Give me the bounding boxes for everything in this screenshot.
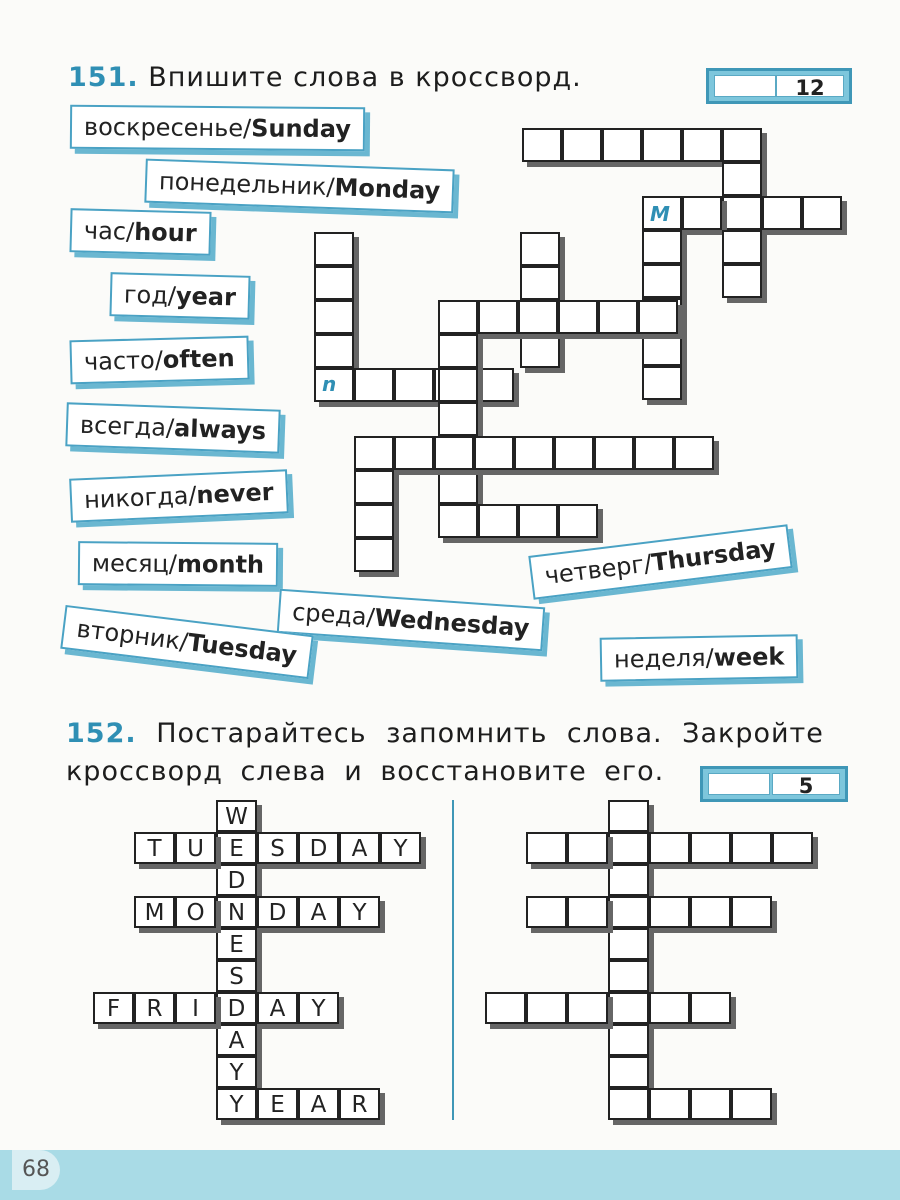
page-number: 68 [12, 1150, 60, 1190]
crossword-hint-n: n [322, 372, 337, 396]
exercise-151-number: 151. [68, 62, 139, 93]
word-card-thursday: четверг/Thursday [528, 524, 792, 599]
crossword-letter-cell[interactable]: T [134, 832, 175, 864]
crossword-letter-cell[interactable]: Y [339, 896, 380, 928]
exercise-152-score: 5 [772, 773, 840, 795]
exercise-152-number: 152. [66, 718, 137, 749]
word-card-hour: час/hour [69, 208, 211, 256]
exercise-151-score: 12 [776, 75, 844, 97]
crossword-cell[interactable] [608, 896, 649, 928]
crossword-cell[interactable] [731, 896, 772, 928]
word-card-sunday: воскресенье/Sunday [70, 105, 365, 152]
crossword-letter-cell[interactable]: O [175, 896, 216, 928]
crossword-letter-cell[interactable]: A [339, 832, 380, 864]
exercise-152-instruction-line2: кроссворд слева и восстановите его. [66, 756, 665, 787]
crossword-cell[interactable] [649, 992, 690, 1024]
crossword-cell[interactable] [485, 992, 526, 1024]
exercise-152-instruction-line1: Постарайтесь запомнить слова. Закройте [156, 718, 824, 749]
crossword-letter-cell[interactable]: I [175, 992, 216, 1024]
word-card-wednesday: среда/Wednesday [277, 589, 545, 651]
crossword-cell[interactable] [567, 832, 608, 864]
crossword-cell[interactable] [608, 800, 649, 832]
crossword-cell[interactable] [649, 1088, 690, 1120]
crossword-cell[interactable] [567, 896, 608, 928]
crossword-letter-cell[interactable]: Y [216, 1088, 257, 1120]
crossword-hint-m: M [650, 202, 670, 226]
exercise-151-instruction: Впишите слова в кроссворд. [148, 62, 582, 93]
crossword-letter-cell[interactable]: A [298, 1088, 339, 1120]
crossword-cell[interactable] [608, 1024, 649, 1056]
crossword-letter-cell[interactable]: N [216, 896, 257, 928]
crossword-cell[interactable] [608, 864, 649, 896]
crossword-letter-cell[interactable]: D [257, 896, 298, 928]
crossword-letter-cell[interactable]: D [216, 864, 257, 896]
crossword-letter-cell[interactable]: R [134, 992, 175, 1024]
crossword-cell[interactable] [608, 992, 649, 1024]
word-card-always: всегда/always [65, 402, 280, 453]
word-card-year: год/year [109, 272, 250, 320]
crossword-letter-cell[interactable]: F [93, 992, 134, 1024]
crossword-letter-cell[interactable]: A [298, 896, 339, 928]
word-card-tuesday: вторник/Tuesday [60, 605, 313, 679]
word-card-week: неделя/week [600, 634, 799, 681]
crossword-letter-cell[interactable]: S [257, 832, 298, 864]
word-card-monday: понедельник/Monday [144, 159, 455, 214]
crossword-cell[interactable] [690, 992, 731, 1024]
crossword-cell[interactable] [649, 896, 690, 928]
crossword-letter-cell[interactable]: E [216, 832, 257, 864]
crossword-cell[interactable] [526, 832, 567, 864]
crossword-cell[interactable] [690, 1088, 731, 1120]
crossword-cell[interactable] [608, 1088, 649, 1120]
crossword-letter-cell[interactable]: Y [298, 992, 339, 1024]
word-card-month: месяц/month [78, 541, 278, 587]
crossword-letter-cell[interactable]: A [216, 1024, 257, 1056]
crossword-cell[interactable] [608, 960, 649, 992]
crossword-letter-cell[interactable]: W [216, 800, 257, 832]
crossword-letter-cell[interactable]: Y [216, 1056, 257, 1088]
crossword-letter-cell[interactable]: S [216, 960, 257, 992]
crossword-cell[interactable] [690, 832, 731, 864]
crossword-cell[interactable] [772, 832, 813, 864]
crossword-letter-cell[interactable]: Y [380, 832, 421, 864]
crossword-cell[interactable] [526, 992, 567, 1024]
crossword-letter-cell[interactable]: U [175, 832, 216, 864]
word-card-never: никогда/never [69, 469, 288, 522]
crossword-letter-cell[interactable]: E [257, 1088, 298, 1120]
crossword-cell[interactable] [690, 896, 731, 928]
crossword-letter-cell[interactable]: E [216, 928, 257, 960]
word-card-often: часто/often [69, 336, 249, 385]
crossword-cell[interactable] [608, 928, 649, 960]
crossword-letter-cell[interactable]: R [339, 1088, 380, 1120]
crossword-cell[interactable] [608, 1056, 649, 1088]
crossword-letter-cell[interactable]: A [257, 992, 298, 1024]
crossword-cell[interactable] [567, 992, 608, 1024]
crossword-cell[interactable] [649, 832, 690, 864]
crossword-cell[interactable] [608, 832, 649, 864]
crossword-letter-cell[interactable]: D [298, 832, 339, 864]
crossword-letter-cell[interactable]: D [216, 992, 257, 1024]
crossword-letter-cell[interactable]: M [134, 896, 175, 928]
crossword-cell[interactable] [526, 896, 567, 928]
crossword-cell[interactable] [731, 1088, 772, 1120]
crossword-cell[interactable] [731, 832, 772, 864]
